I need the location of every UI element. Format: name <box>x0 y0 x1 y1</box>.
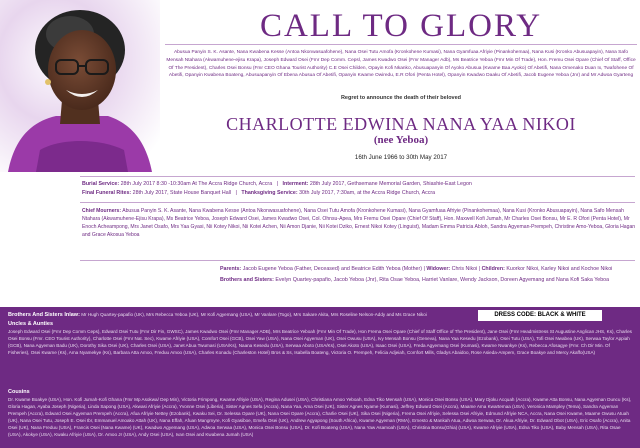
interment-label: Interment: <box>282 181 309 187</box>
inlaws-line <box>8 311 463 319</box>
family-announcers: Abusua Panyin S. K. Asante, Nana Kwabena Kesse (Antoa Nkonwasuafohene), Nana Osei Tutu Amofa (Kronkohene Kumasi), Nana Gyamfuaa Afriyie (Pinankohemaa), Nana Kusi (Kronko Abusuapayin), Nana Safo Mensah Ntahara (Akwamuhene-ejisu Krapa), Joseph Edward Osei (Fmr Dep Comm. Cepsl, James Kwadwo Osei (Fmr Manager Adb), Ms Beatrice Yeboa (Fmr Min Of Trade), Hon. Fremu Osei Opare (Chief Of Staff, Office Of The President), Charles Osei Bonsu (Fmr CEO Ghana Tourist Authority) C.E Osei Childen, Opayin Kofi Nkanko, Abusuapanyin Of Ayoko Abusua (Kwame Baa Ayoko) Of Abetifi, Nana Omenako Duan Ix, Twafohene Of Abetifi, Opanyin Kwabena Boateng, Abusuapanyin Of Ebena Abusua Of Abetifi, Opanyin Kwame Owiredu, E.R Ofori (Penta Hotel), Opanyin Kwadwo Daaku Of Abetifi, Jacob Eugene Yeboa (Jnr) and Mr Adwoa Gyarteng <box>166 50 636 79</box>
services-block <box>82 180 637 197</box>
divider <box>165 44 637 45</box>
parents-label: Parents: <box>220 266 242 272</box>
separator: | <box>235 189 237 196</box>
deceased-name: CHARLOTTE EDWINA NANA YAA NIKOI <box>226 114 576 134</box>
siblings-value: Evelyn Quartey-papafio, Jacob Yeboa (Jnr), Rita Osae Yeboa, Harriet Vanlare, Wendy Jackson, Doreen Agyemang and Nana Kofi Saka Yeboa <box>275 277 610 283</box>
portrait-image <box>0 0 160 172</box>
page-title: CALL TO GLORY <box>259 8 543 44</box>
parents-line <box>220 265 637 274</box>
deceased-photo <box>0 0 160 172</box>
final-rites-label: Final Funeral Rites: <box>82 189 132 196</box>
uncles-list: Joseph Edward Osei (Fmr Dep Comm Ceps), Edward Osei Tutu (Fmr Dir Fin, GWSC), James Kwadwo Osei (Fmr Manager ADB), Mrs Beatrice Yeboah (Fmr Min Of Trade), Hon Frema Osei Opare (Chief of Staff Office of The President), Jane Osei (Fmr Headmistress St Augustine Anglican JHS, Ks), Charles Osei Bonsu (Fmr. CEO Tourist Authority), Charlotte Osei (Fmr Nat. Sec), Kwame Afriyie (USA), Comfort Osei (GCB), Osei Yaw (USA), Nana Osei Agyeman (UK), Osei Owusu (USA), Ivy Mensah Bonsu (Geneva), Nana Yaa Kesedu (Ezobank), Osei Tutu (USA), Tofi Osei Nwabea (UK), Serwaa Taylor Appiah (GCB), Nana Agyeman Badu (UK), Dorothy Sika Osei (UK), Charles Osei (USA), Janet Abua Twumasi (USA/Ks), Naana Kesedu (USA), Serwaa Aboto (USA/Ks), Osei Akoto (USA), Isaac Osei (USA), Freda Agyemang Osei (Kumasi), Kwame Nwankye (Ks), Rebecca Afosagye (Fmr. Ch Dir Min. Of Fisheries), Osei Kwame (Ks), Ama Nyamekye (Ks), Barbara Atta Amoo, Freduu Amoo (USA), Charles Konadu (Charleston Hotel) Bros & Ss, Isabella Boateng, Victoria O. Prempeh, Felicia Adjeiah, Comfort Mills, Gladys Abaidoo, Rose Asieda-Ampem, Grace Boakye and Mercy Akaffo(USA) <box>8 329 632 356</box>
inlaws-label: Brothers And Sisters Inlaw: <box>8 312 80 318</box>
services-row-2 <box>82 189 637 198</box>
family-band <box>0 307 640 448</box>
siblings-label: Brothers and Sisters: <box>220 277 274 283</box>
cousins-heading: Cousins <box>8 389 30 395</box>
widower-value: Chris Nikoi <box>451 266 478 272</box>
life-dates: 16th June 1966 to 30th May 2017 <box>354 154 448 161</box>
parents-value: Jacob Eugene Yeboa (Father, Deceased) and Beatrice Edith Yeboa (Mother) <box>242 266 423 272</box>
thanksgiving-value: 30th July 2017, 7:30am, at the Accra Ridge Church, Accra <box>299 189 436 196</box>
children-value: Kuorkor Nikoi, Karley Nikoi and Kochoe Nikoi <box>506 266 613 272</box>
final-rites-value: 28th July 2017, State House Banquet Hall <box>132 189 231 196</box>
separator: | <box>276 181 279 187</box>
interment-value: 28th July 2017, Gethsemane Memorial Garden, Shiashie-East Legon <box>309 181 472 187</box>
chief-mourners <box>82 207 637 239</box>
separator: | <box>423 266 427 272</box>
divider <box>80 260 635 261</box>
regret-line: Regret to announce the death of their beloved <box>340 95 462 101</box>
chief-mourners-value: Abusua Panyin S. K. Asante, Nana Kwabena Kesse (Antoa Nkonwasuafohene), Nana Osei Tutu Amofa (Kronkohene Kumasi), Nana Gyamfuaa Afriyie (Pinankohemaa), Nana Kusi (Kronko Abusuapayin), Nana Safo Mensah Ntahara (Akwamuhene-Ejisu Krapa), Ms Beatrice Yeboa, Joseph Edward Osei, James Kwadwo Osei, Col. Ohnsu-Apea, Mrs Fremu Osei Opare (Chief Of Staff), Hon. Maxwell Kofi Jumah, Mr Charles Osei Bonsu, Mr E. R Ofori (Penta Hotel), Mr Enoch Acheampong, Mrs Janet Osafo, Mrs Yaa Gyasi, Nii Kotey Nikoi, Nii Kotei Achen, Nii Amon Djanie, Nii Kotei Dziko, Ernest Nikoi Kotey (Linguist), Madam Emma Patricia Abloh, Sandra Agyeman-Prempeh, Christine Amo-Yeboa, Gloria Hagan and Grace Akosua Yeboa <box>82 208 636 238</box>
separator: | <box>478 266 482 272</box>
chief-mourners-label: Chief Mourners: <box>82 208 122 214</box>
widower-label: Widower: <box>426 266 451 272</box>
maiden-name: (nee Yeboa) <box>373 134 429 146</box>
cousins-list: Dr. Kwame Boakye (USA), Hon. Kofi Jumah-Kofi Ghana (Fmr Mp Asokwa/ Dep Min), Victoria Frimpong, Kwame Afriyie (USA), Regina Adusei (USA), Christiana Amoo Yeboah, Edna Tiko Mensah (USA), Monica Osei Bonsu (USA), Mary Djoku Acquah (Accra), Kwame Atta Bonsu, Nana Agyeman Duncu (Ks), Gloria Hagan, Ayaba Joseph (Nigeria), Linda Sapong (USA), Akwasi Afriyie (Accra), Yvonne Osei (Liberia), Sister Agnes Sefa (Accra), Nana Yaa, Ama Osei (UK), Sister Agnes Nyame (Kumasi), Jeffrey Edward Osei (Accra), Maame Ama Kwartemaa (USA), Veronica Mampley (Tema), Sandra Agyeman Prempeh (Accra), Edward Osei Agyeman Prempeh (Accra), Afua Afriyie Nettey (Ezobank), Kwaku Sei, Dr. Selessa Opare (UK), Nana Osei Opare (Accra), Charlie Osei (UK), Sika Osei (Nigeria), Frema Osei Afriyie, Selessa Osei Afriyie, Edmund Afriyie NCA, Accra, Nana Osei Kwame, Maame Owusu Atuah (UK), Nana Osei Tutu, Joseph E. Osei Ibr, Emmanuel Amoako Attah (UK), Nana Effah, Afuan Mangmyre, Kofi Gyasiboe, Emefa Osei (UK), Andrew Agyapong (South Africa), Kwame Agyeman (RMA), Ernesto & Mankah Atua, Adwoa Serwaa, Dr. Akua Afriyie, Dr. Edward Obot (USA), Eric Osafo (Accra), Anita Osei (UK), Nana Freduu (USA), Francis Osei (Nana Kwame) (UK), Kwadwo Agyemang (USA), Adwoa Serwaa (USA), Monica Osei Bonsu (USA), Dr. Kofi Boateng (USA), Nana Yaw Asamoah (USA), Christina Bonsu(Ghia) (USA), Kwame Afriyie (USA), Edna Tiko (USA), Baby Mensah (USA), Rita Osae (USA), Akokye (USA), Kwaku Afriyie (USA), Dr. Amoo Jr (USA), Andy Osei (USA), Ivan Osei and Kwabena Jumah (USA) <box>8 397 632 438</box>
dress-code-badge: DRESS CODE: BLACK & WHITE <box>478 310 602 321</box>
thanksgiving-label: Thanksgiving Service: <box>241 189 298 196</box>
divider <box>80 202 635 203</box>
services-row-1 <box>82 180 637 189</box>
children-label: Children: <box>481 266 505 272</box>
siblings-line <box>220 276 637 285</box>
uncles-heading: Uncles & Aunties <box>8 321 54 327</box>
burial-label: Burial Service: <box>82 181 120 187</box>
burial-value: 28th July 2017 8:30 -10:30am At The Accra Ridge Church, Accra <box>120 181 273 187</box>
inlaws-value: Mr Hugh Quartey-papafio (UK), Mrs Rebecca Yeboa (UK), Mr Kofi Agyemang (USA), Mr Vanlare (Togo), Mrs Sakare Akita, Mrs Roseline Nelson-Addy and Ms Grace Nikoi <box>81 312 427 317</box>
divider <box>80 176 635 177</box>
